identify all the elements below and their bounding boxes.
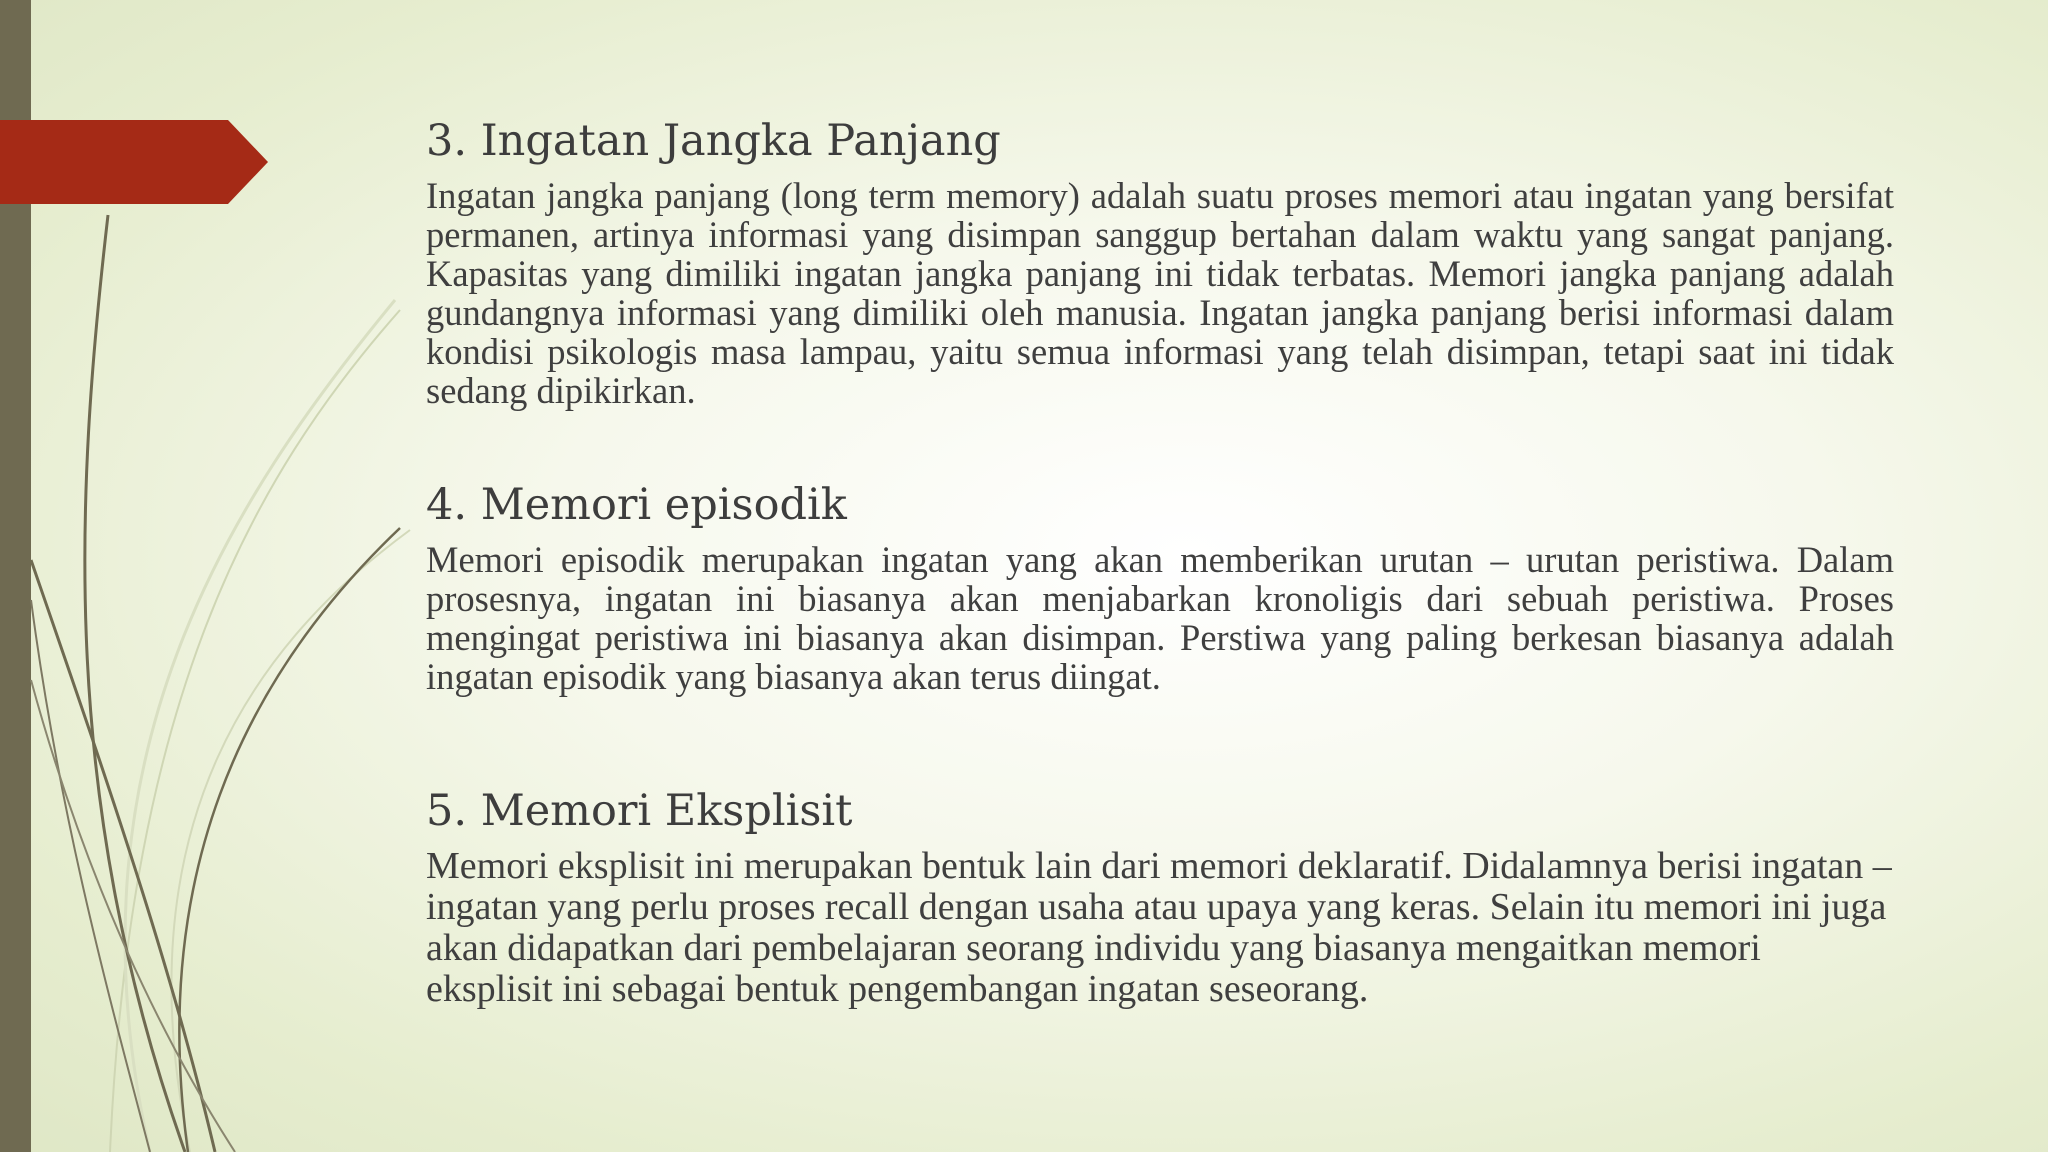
decorative-swooshes	[0, 0, 420, 1152]
accent-arrow-tab	[0, 120, 268, 204]
section-title: 5. Memori Eksplisit	[426, 786, 853, 836]
section-memori-eksplisit	[426, 782, 1894, 1010]
section-ingatan-jangka-panjang	[426, 112, 1894, 410]
section-body: Memori episodik merupakan ingatan yang akan memberikan urutan – urutan peristiwa. Dalam prosesnya, ingatan ini biasanya akan menjabarkan kronoligis dari sebuah peristiwa. Proses mengingat peristiwa ini biasanya akan disimpan. Perstiwa yang paling berkesan biasanya adalah ingatan episodik yang biasanya akan terus diingat.	[426, 539, 1894, 697]
section-title: 4. Memori episodik	[426, 480, 847, 530]
section-memori-episodik	[426, 476, 1894, 696]
section-body: Memori eksplisit ini merupakan bentuk lain dari memori deklaratif. Didalamnya berisi ingatan – ingatan yang perlu proses recall dengan usaha atau upaya yang keras. Selain itu memori ini juga akan didapatkan dari pembelajaran seorang individu yang biasanya mengaitkan memori eksplisit ini sebagai bentuk pengembangan ingatan seseorang.	[426, 845, 1892, 1010]
section-body: Ingatan jangka panjang (long term memory) adalah suatu proses memori atau ingatan yang bersifat permanen, artinya informasi yang disimpan sanggup bertahan dalam waktu yang sangat panjang. Kapasitas yang dimiliki ingatan jangka panjang ini tidak terbatas. Memori jangka panjang adalah gundangnya informasi yang dimiliki oleh manusia. Ingatan jangka panjang berisi informasi dalam kondisi psikologis masa lampau, yaitu semua informasi yang telah disimpan, tetapi saat ini tidak sedang dipikirkan.	[426, 175, 1894, 411]
section-title: 3. Ingatan Jangka Panjang	[426, 116, 1001, 166]
